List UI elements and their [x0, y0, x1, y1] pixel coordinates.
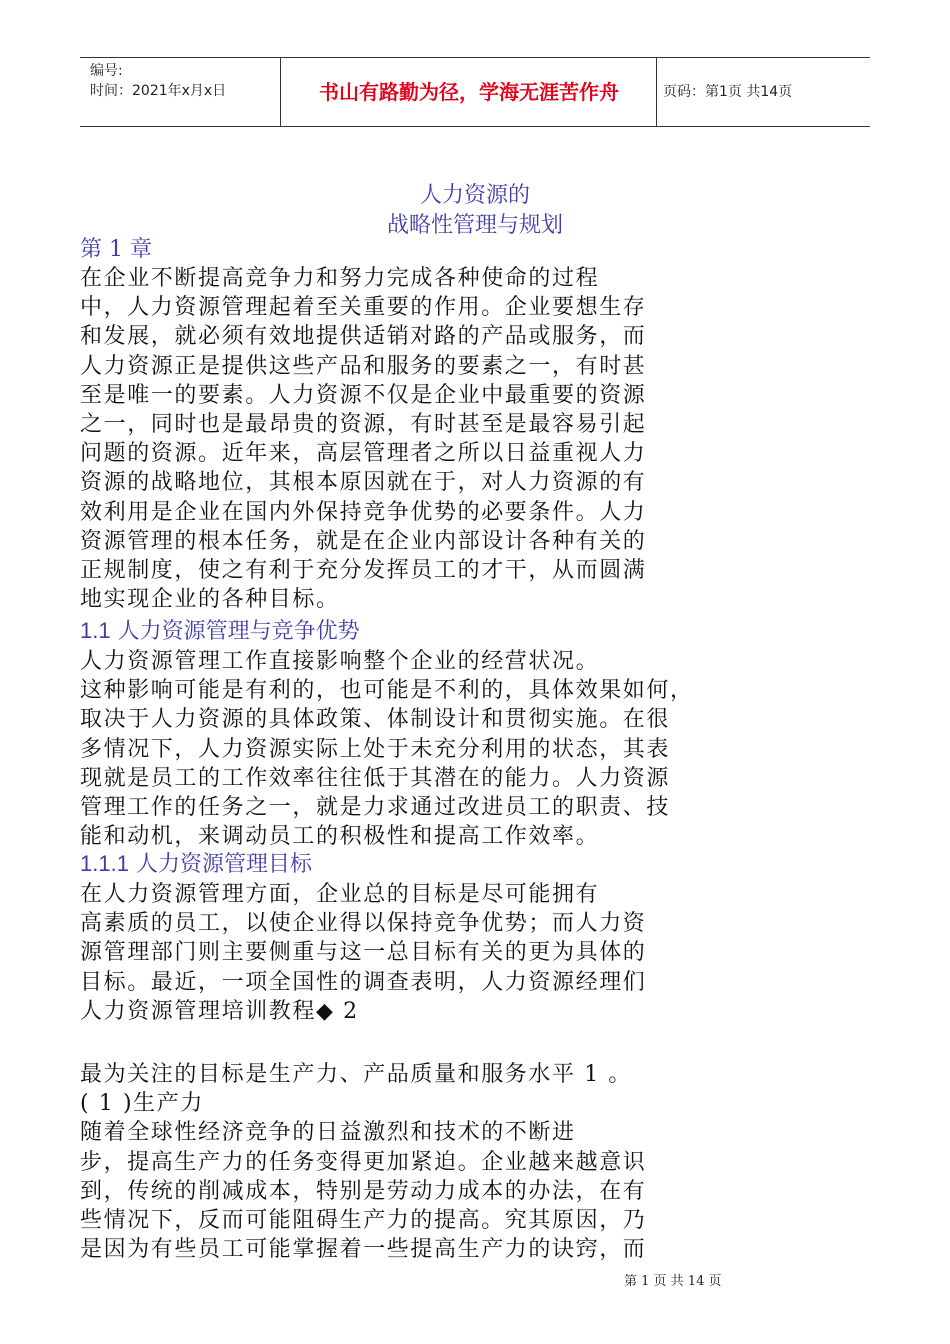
text-line: 目标。最近，一项全国性的调查表明，人力资源经理们 — [80, 969, 647, 995]
text-line: 高素质的员工，以使企业得以保持竞争优势；而人力资 — [80, 911, 647, 937]
header-meta — [90, 61, 226, 101]
text-line: 到，传统的削减成本，特别是劳动力成本的办法，在有 — [80, 1178, 647, 1204]
date-line: 时间：2021年x月x日 — [90, 83, 227, 99]
text-line: 取决于人力资源的具体政策、体制设计和贯彻实施。在很 — [80, 707, 671, 733]
chapter-heading: 第 1 章 — [80, 237, 152, 262]
text-line: 人力资源管理工作直接影响整个企业的经营状况。 — [80, 649, 600, 674]
text-line: 随着全球性经济竞争的日益激烈和技术的不断进 — [80, 1120, 576, 1146]
text-line: 这种影响可能是有利的，也可能是不利的，具体效果如何， — [80, 678, 694, 704]
page-header — [80, 57, 870, 127]
text-line: 正规制度，使之有利于充分发挥员工的才干，从而圆满 — [80, 558, 647, 583]
text-line: 之一，同时也是最昂贵的资源，有时甚至是最容易引起 — [80, 412, 647, 437]
section-heading-1-1-1 — [80, 849, 312, 880]
text-line: 最为关注的目标是生产力、产品质量和服务水平 1 。 — [80, 1062, 632, 1087]
section-heading-1-1 — [80, 616, 360, 647]
text-line: 问题的资源。近年来，高层管理者之所以日益重视人力 — [80, 441, 647, 467]
doc-title-line1: 人力资源的 — [419, 183, 530, 208]
text-line: 效利用是企业在国内外保持竞争优势的必要条件。人力 — [80, 499, 647, 525]
text-line: 中，人力资源管理起着至关重要的作用。企业要想生存 — [80, 295, 647, 321]
text-line: 多情况下，人力资源实际上处于未充分利用的状态，其表 — [80, 736, 671, 762]
text-line: 能和动机，来调动员工的积极性和提高工作效率。 — [80, 824, 600, 850]
header-divider — [280, 58, 281, 126]
text-line: 资源管理的根本任务，就是在企业内部设计各种有关的 — [80, 528, 647, 554]
text-line: 些情况下，反而可能阻碍生产力的提高。究其原因，乃 — [80, 1208, 647, 1233]
header-motto: 书山有路勤为径，学海无涯苦作舟 — [319, 80, 619, 104]
section-number: 1.1 — [80, 618, 111, 643]
header-divider — [656, 58, 657, 126]
text-line: 和发展，就必须有效地提供适销对路的产品或服务，而 — [80, 324, 647, 350]
text-line: 现就是员工的工作效率往往低于其潜在的能力。人力资源 — [80, 765, 671, 791]
section-title: 人力资源管理目标 — [135, 852, 312, 877]
text-line: 资源的战略地位，其根本原因就在于，对人力资源的有 — [80, 470, 647, 496]
text-line: 在企业不断提高竞争力和努力完成各种使命的过程 — [80, 266, 600, 291]
text-line: 源管理部门则主要侧重与这一总目标有关的更为具体的 — [80, 940, 647, 966]
page-footer: 第 1 页 共 14 页 — [624, 1274, 722, 1289]
doc-title-line2: 战略性管理与规划 — [386, 213, 563, 238]
text-line: 至是唯一的要素。人力资源不仅是企业中最重要的资源 — [80, 382, 647, 408]
text-line: 地实现企业的各种目标。 — [80, 587, 340, 613]
header-page-info: 页码：第1页 共14页 — [663, 84, 793, 100]
text-line: 是因为有些员工可能掌握着一些提高生产力的诀窍，而 — [80, 1237, 647, 1263]
text-line: 步，提高生产力的任务变得更加紧迫。企业越来越意识 — [80, 1149, 647, 1175]
section-number: 1.1.1 — [80, 851, 129, 876]
text-line: 人力资源管理培训教程◆ 2 — [80, 998, 359, 1024]
text-line: ( 1 )生产力 — [80, 1091, 204, 1117]
section-title: 人力资源管理与竞争优势 — [117, 619, 360, 644]
text-line: 在人力资源管理方面，企业总的目标是尽可能拥有 — [80, 882, 600, 907]
text-line: 管理工作的任务之一，就是力求通过改进员工的职责、技 — [80, 795, 671, 820]
serial-label: 编号: — [90, 63, 123, 79]
text-line: 人力资源正是提供这些产品和服务的要素之一，有时甚 — [80, 353, 647, 379]
